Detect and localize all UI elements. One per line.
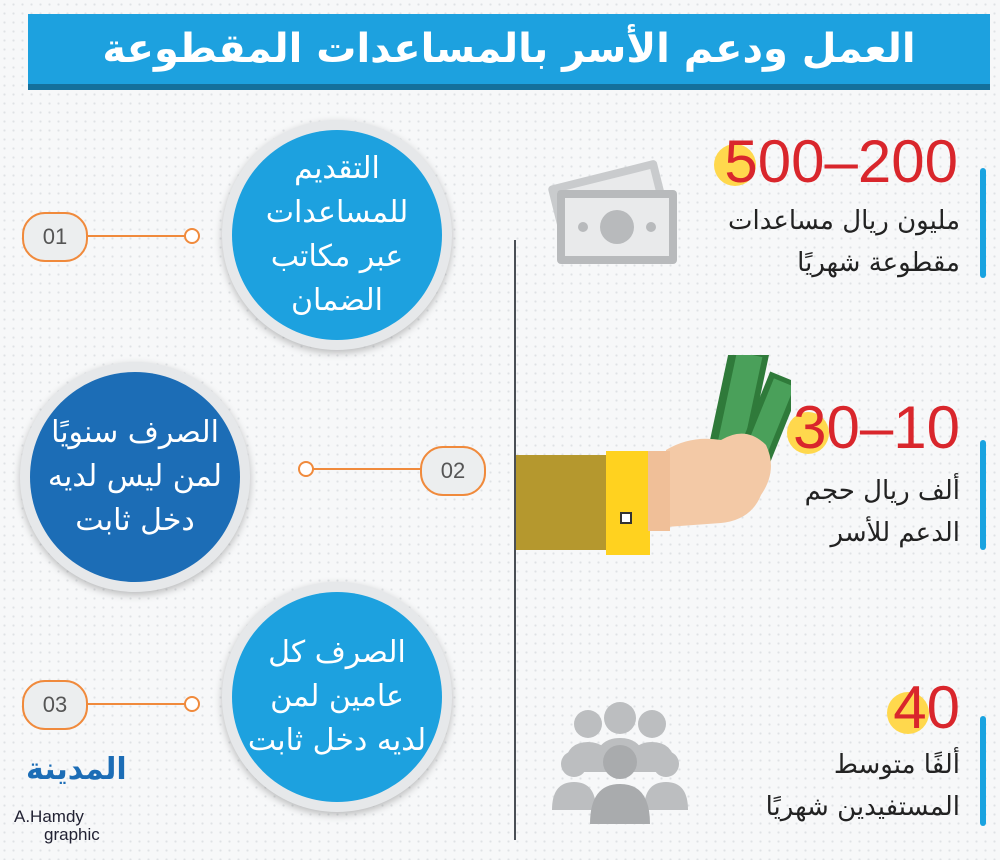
step-02-circle: [30, 372, 240, 582]
people-group-icon: [550, 700, 690, 834]
step-01-dot: [184, 228, 200, 244]
step-02-line: لمن ليس لديه: [47, 459, 223, 494]
step-03-line: عامين لمن: [270, 679, 404, 714]
stat-2-accent: [980, 440, 986, 550]
step-03-connector: [86, 703, 186, 705]
step-03-badge: 03: [22, 680, 88, 730]
stat-1-text: [728, 200, 960, 284]
step-02-line: دخل ثابت: [75, 503, 195, 538]
stat-3-line2: المستفيدين شهريًا: [765, 792, 960, 822]
step-01-circle: [232, 130, 442, 340]
credit-line1: A.Hamdy: [14, 807, 84, 826]
step-03-line: لديه دخل ثابت: [247, 723, 427, 758]
stat-3-accent: [980, 716, 986, 826]
stat-3-text: [766, 744, 960, 828]
stat-1-line2: مقطوعة شهريًا: [797, 248, 960, 278]
title-banner: [28, 14, 990, 84]
stat-2-line2: الدعم للأسر: [830, 518, 960, 548]
step-01-line: الضمان: [291, 283, 384, 318]
banknotes-icon: [535, 150, 685, 274]
step-03-dot: [184, 696, 200, 712]
step-01-line: للمساعدات: [265, 195, 409, 230]
stat-3-line1: ألفًا متوسط: [833, 750, 960, 780]
page-title: العمل ودعم الأسر بالمساعدات المقطوعة: [102, 26, 916, 72]
step-01-line: التقديم: [294, 151, 380, 186]
stat-2-text: [805, 470, 960, 554]
designer-credit: [14, 808, 100, 844]
credit-line2: graphic: [44, 825, 100, 844]
newspaper-logo: المدينة: [26, 752, 127, 787]
step-03-circle: [232, 592, 442, 802]
step-02-line: الصرف سنويًا: [51, 415, 219, 450]
step-01-line: عبر مكاتب: [270, 239, 404, 274]
hand-money-icon: [516, 355, 791, 559]
stat-2-line1: ألف ريال حجم: [804, 476, 960, 506]
stat-1-number: 500–200: [724, 132, 958, 192]
stat-1-accent: [980, 168, 986, 278]
step-02-connector: [312, 468, 422, 470]
stat-1-line1: مليون ريال مساعدات: [728, 206, 960, 236]
step-01-connector: [86, 235, 186, 237]
step-01-badge: 01: [22, 212, 88, 262]
step-02-badge: 02: [420, 446, 486, 496]
stat-2-number: 30–10: [793, 398, 960, 458]
step-03-line: الصرف كل: [268, 635, 406, 670]
stat-3-number: 40: [893, 678, 960, 738]
